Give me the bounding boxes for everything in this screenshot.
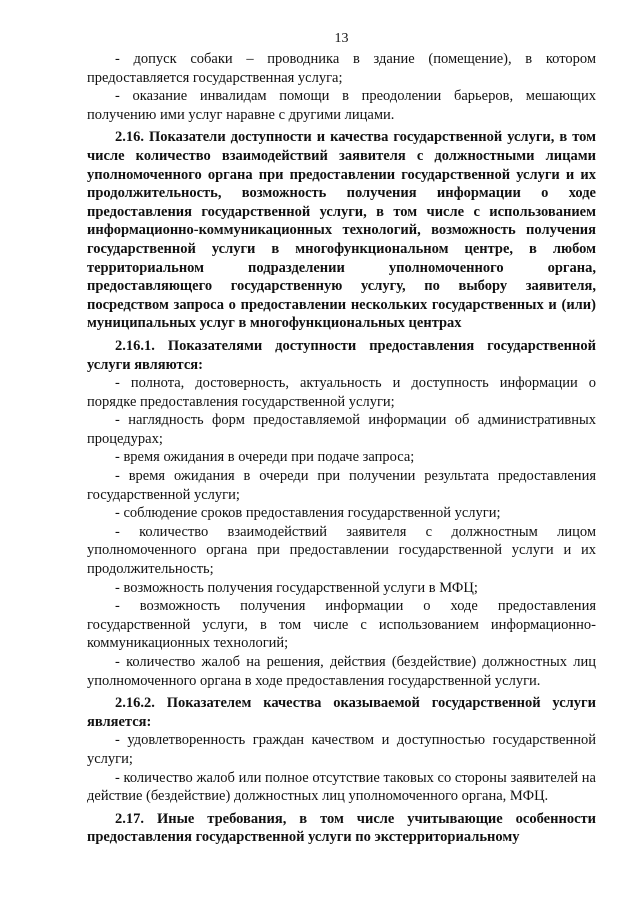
list-item: - время ожидания в очереди при получении результата предоставления государственной услуги; (87, 468, 596, 503)
list-item: - возможность получения информации о ходе предоставления государственной услуги, в том числе с использованием информационно-коммуникационных технологий; (87, 598, 596, 652)
list-item: - количество взаимодействий заявителя с должностным лицом уполномоченного органа при предоставлении государственной услуги и их продолжительность; (87, 523, 596, 578)
list-item: - полнота, достоверность, актуальность и доступность информации о порядке предоставления государственной услуги; (87, 375, 596, 410)
list-item: - время ожидания в очереди при подаче запроса; (115, 449, 415, 466)
section-heading-2-16-1: 2.16.1. Показателями доступности предоставления государственной услуги являются: (87, 337, 596, 373)
list-item: - удовлетворенность граждан качеством и доступностью государственной услуги; (87, 732, 596, 767)
list-item-guide-dog: - допуск собаки – проводника в здание (помещение), в котором предоставляется государственная услуга; (87, 51, 596, 86)
section-heading-2-16: 2.16. Показатели доступности и качества государственной услуги, в том числе количество взаимодействий заявителя с должностными лицами уполномоченного органа при предоставлении государственной услуги и их продолжительность, возможность получения информации о ходе предоставления государственной услуги, в том числе с использованием информационно-коммуникационных технологий, возможность получения государственной услуги в многофункциональном центре, в любом территориальном подразделении уполномоченного органа, предоставляющего государственную услугу, по выбору заявителя, посредством запроса о предоставлении нескольких государственных и (или) муниципальных услуг в многофункциональных центрах (87, 129, 596, 332)
section-heading-2-17: 2.17. Иные требования, в том числе учитывающие особенности предоставления государственной услуги по экстерриториальному (87, 810, 596, 846)
list-item: - наглядность форм предоставляемой информации об административных процедурах; (87, 412, 596, 447)
page-content (87, 30, 596, 847)
list-item: - количество жалоб или полное отсутствие таковых со стороны заявителей на действие (бездействие) должностных лиц уполномоченного органа, МФЦ. (87, 769, 596, 805)
list-item-disabled-assistance: - оказание инвалидам помощи в преодолении барьеров, мешающих получению ими услуг наравне с другими лицами. (87, 88, 596, 123)
list-item: - количество жалоб на решения, действия (бездействие) должностных лиц уполномоченного органа в ходе предоставления государственной услуги. (87, 654, 596, 689)
list-item: - возможность получения государственной услуги в МФЦ; (115, 579, 478, 596)
page-number: 13 (334, 31, 349, 46)
section-heading-2-16-2: 2.16.2. Показателем качества оказываемой государственной услуги является: (87, 695, 596, 730)
list-item: - соблюдение сроков предоставления государственной услуги; (115, 505, 501, 522)
